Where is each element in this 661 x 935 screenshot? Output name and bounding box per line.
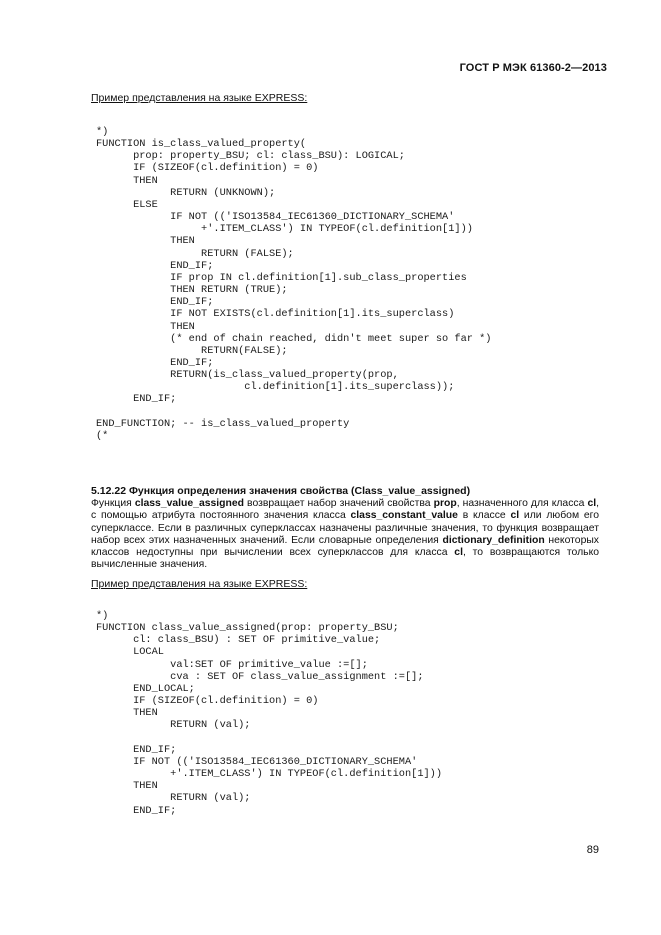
example-caption-1: Пример представления на языке EXPRESS: bbox=[91, 92, 308, 104]
page-number: 89 bbox=[586, 844, 599, 856]
standard-reference-header: ГОСТ Р МЭК 61360-2—2013 bbox=[459, 62, 607, 74]
express-code-block-1: *) FUNCTION is_class_valued_property( prop: property_BSU; cl: class_BSU): LOGICAL; IF (SIZEOF(cl.definition) = 0) THEN RETURN (UNKNOWN); ELSE IF NOT (('ISO13584_IEC61360_DICTIONARY_SCHEMA' +'.ITEM_CLASS') IN TYPEOF(cl.definition[1])) THEN RETURN (FALSE); END_IF; IF prop IN cl.definition[1].sub_class_properties THEN RETURN (TRUE); END_IF; IF NOT EXISTS(cl.definition[1].its_superclass) THEN (* end of chain reached, didn't meet super so far *) RETURN(FALSE); END_IF; RETURN(is_class_valued_property(prop, cl.definition[1].its_superclass)); END_IF; END_FUNCTION; -- is_class_valued_property (* bbox=[96, 126, 492, 442]
section-paragraph: Функция class_value_assigned возвращает набор значений свойства prop, назначенного для класса cl, с помощью атрибута постоянного значения класса class_constant_value в классе cl или любом его суперклассе. Если в различных суперклассах назначены различные значения, то функция возвращает набор всех этих назначенных значений. Если словарные определения dictionary_definition некоторых классов недоступны при вычислении всех суперклассов для класса cl, то возвращаются только вычисленные значения. bbox=[91, 498, 600, 571]
section-heading: 5.12.22 Функция определения значения свойства (Class_value_assigned) bbox=[91, 485, 471, 497]
express-code-block-2: *) FUNCTION class_value_assigned(prop: property_BSU; cl: class_BSU) : SET OF primitive_value; LOCAL val:SET OF primitive_value :=[]; cva : SET OF class_value_assignment :=[]; END_LOCAL; IF (SIZEOF(cl.definition) = 0) THEN RETURN (val); END_IF; IF NOT (('ISO13584_IEC61360_DICTIONARY_SCHEMA' +'.ITEM_CLASS') IN TYPEOF(cl.definition[1])) THEN RETURN (val); END_IF; bbox=[96, 610, 443, 817]
example-caption-2: Пример представления на языке EXPRESS: bbox=[91, 578, 308, 590]
